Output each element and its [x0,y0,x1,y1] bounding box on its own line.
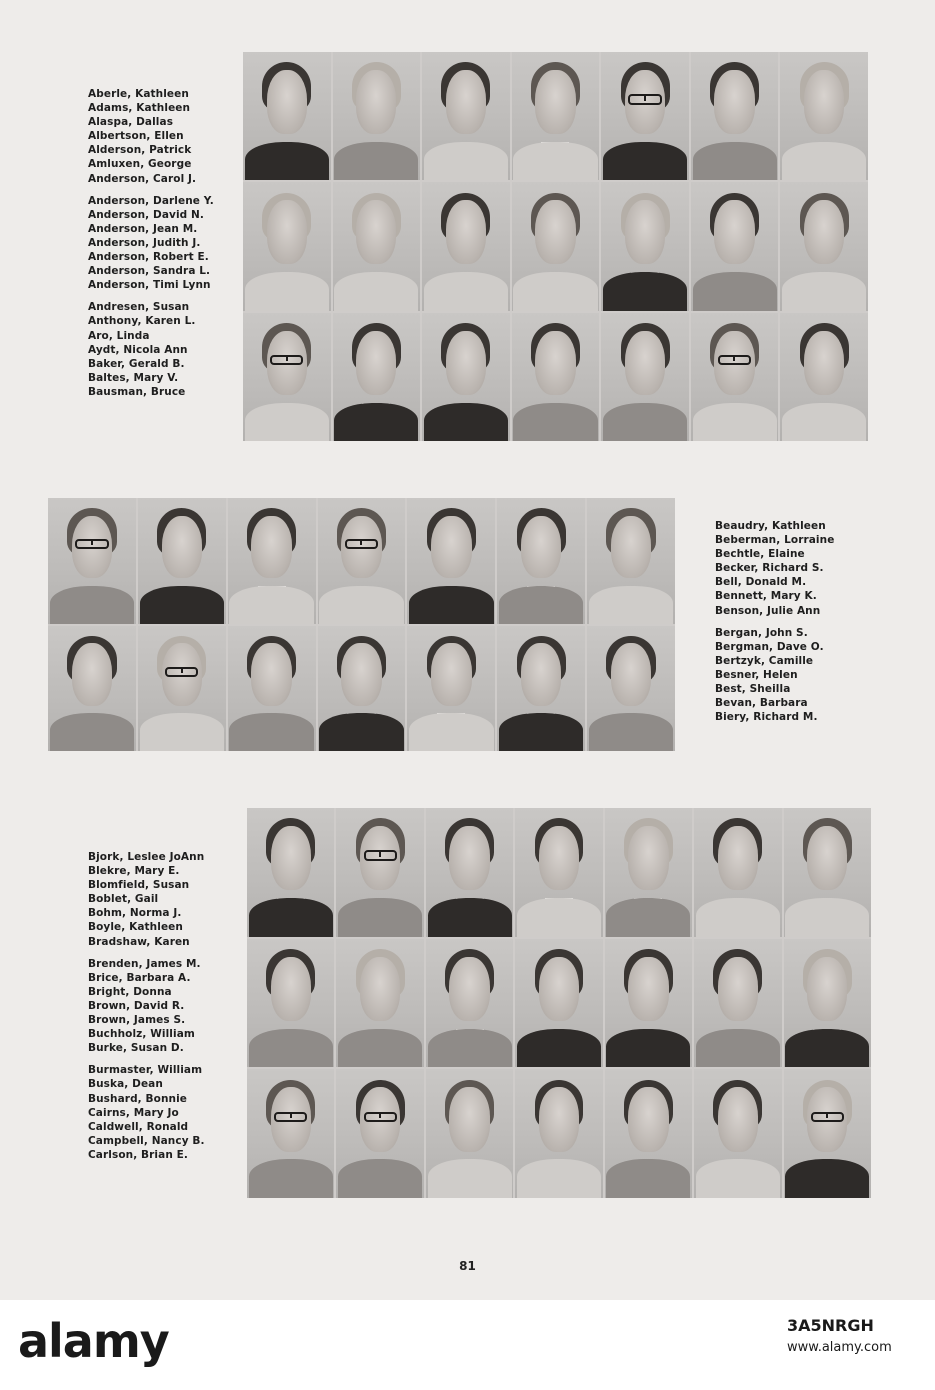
photo-grid-block-3 [247,808,871,1198]
alamy-logo: alamy [18,1314,169,1368]
student-name: Amluxen, George [88,158,192,171]
photo-grid-block-2 [48,498,675,751]
name-list-block-1 [88,87,214,407]
photo-grid-block-1 [243,52,868,441]
student-photo [336,808,423,937]
student-name: Brenden, James M. [88,957,201,970]
page-number: 81 [459,1259,476,1273]
name-group [88,300,214,399]
name-group [88,87,214,186]
student-name: Albertson, Ellen [88,130,184,143]
student-name: Bevan, Barbara [715,697,808,710]
student-photo [512,182,600,310]
student-photo [247,808,334,937]
student-name: Best, Sheilla [715,683,791,696]
student-name: Brown, James S. [88,1014,186,1027]
student-name: Boyle, Kathleen [88,921,183,934]
student-photo [138,626,226,752]
student-photo [48,498,136,624]
student-photo [605,808,692,937]
student-photo [784,1069,871,1198]
student-photo [426,808,513,937]
student-name: Anderson, Robert E. [88,251,209,264]
student-photo [333,313,421,441]
student-name: Burke, Susan D. [88,1042,184,1055]
student-name: Campbell, Nancy B. [88,1134,205,1147]
site-url: www.alamy.com [787,1340,892,1355]
student-name: Anderson, Darlene Y. [88,194,214,207]
student-name: Burmaster, William [88,1064,203,1077]
student-photo [512,313,600,441]
student-name: Anderson, Jean M. [88,222,198,235]
student-name: Anderson, Timi Lynn [88,279,211,292]
student-name: Besner, Helen [715,668,798,681]
student-photo [243,313,331,441]
student-photo [780,313,868,441]
student-photo [336,939,423,1068]
student-name: Brice, Barbara A. [88,971,191,984]
student-name: Boblet, Gail [88,893,159,906]
student-name: Caldwell, Ronald [88,1120,189,1133]
student-name: Becker, Richard S. [715,562,824,575]
name-group [88,194,214,293]
student-photo [601,182,689,310]
student-photo [228,626,316,752]
student-name: Baltes, Mary V. [88,371,179,384]
student-photo [512,52,600,180]
student-photo [407,498,495,624]
student-photo [605,939,692,1068]
student-name: Anderson, Sandra L. [88,265,211,278]
student-name: Biery, Richard M. [715,711,818,724]
student-name: Aberle, Kathleen [88,88,189,100]
student-name: Buska, Dean [88,1078,163,1091]
student-photo [515,808,602,937]
student-name: Bennett, Mary K. [715,590,817,603]
student-name: Anderson, Judith J. [88,236,201,249]
student-name: Bradshaw, Karen [88,935,190,948]
student-photo [694,939,781,1068]
student-name: Bohm, Norma J. [88,907,182,920]
student-photo [228,498,316,624]
student-photo [318,626,406,752]
student-photo [515,1069,602,1198]
student-photo [601,52,689,180]
student-name: Blomfield, Susan [88,879,190,892]
image-id: 3A5NRGH [787,1316,874,1335]
student-name: Bergman, Dave O. [715,640,824,653]
name-group [88,850,205,949]
student-photo [407,626,495,752]
student-photo [426,1069,513,1198]
student-name: Anderson, David N. [88,208,204,221]
name-group [88,1063,205,1162]
student-name: Aydt, Nicola Ann [88,343,188,356]
student-name: Bergan, John S. [715,626,808,639]
student-photo [247,1069,334,1198]
student-photo [426,939,513,1068]
student-photo [333,52,421,180]
student-name: Beberman, Lorraine [715,534,835,547]
student-photo [422,182,510,310]
student-photo [497,626,585,752]
name-list-block-2 [715,519,834,732]
student-photo [601,313,689,441]
student-name: Bechtle, Elaine [715,548,805,561]
student-photo [784,939,871,1068]
student-photo [336,1069,423,1198]
student-photo [333,182,421,310]
student-name: Bausman, Bruce [88,385,186,398]
student-photo [422,313,510,441]
student-name: Brown, David R. [88,999,185,1012]
student-photo [780,52,868,180]
student-name: Carlson, Brian E. [88,1148,189,1161]
student-photo [138,498,226,624]
student-name: Buchholz, William [88,1028,195,1041]
student-name: Benson, Julie Ann [715,604,821,617]
student-photo [247,939,334,1068]
student-name: Bertzyk, Camille [715,654,814,667]
student-photo [422,52,510,180]
name-list-block-3 [88,850,205,1170]
student-name: Baker, Gerald B. [88,357,185,370]
student-name: Alderson, Patrick [88,144,192,157]
student-photo [784,808,871,937]
student-name: Bright, Donna [88,985,172,998]
student-name: Adams, Kathleen [88,102,191,115]
student-name: Bushard, Bonnie [88,1092,188,1105]
student-name: Blekre, Mary E. [88,865,180,878]
student-name: Aro, Linda [88,329,150,342]
name-group [715,519,834,618]
student-photo [605,1069,692,1198]
student-name: Beaudry, Kathleen [715,520,826,532]
student-name: Anthony, Karen L. [88,315,196,328]
student-photo [780,182,868,310]
student-photo [694,1069,781,1198]
student-photo [587,626,675,752]
student-photo [318,498,406,624]
student-photo [497,498,585,624]
student-photo [691,52,779,180]
name-group [88,957,205,1056]
student-photo [243,52,331,180]
student-name: Anderson, Carol J. [88,172,197,185]
student-photo [243,182,331,310]
student-photo [587,498,675,624]
student-photo [694,808,781,937]
student-photo [691,182,779,310]
student-name: Bell, Donald M. [715,576,807,589]
student-photo [48,626,136,752]
student-photo [691,313,779,441]
student-photo [515,939,602,1068]
student-name: Bjork, Leslee JoAnn [88,851,205,863]
watermark-bar [0,1300,935,1390]
student-name: Cairns, Mary Jo [88,1106,179,1119]
name-group [715,626,834,725]
student-name: Alaspa, Dallas [88,116,174,129]
student-name: Andresen, Susan [88,301,190,314]
